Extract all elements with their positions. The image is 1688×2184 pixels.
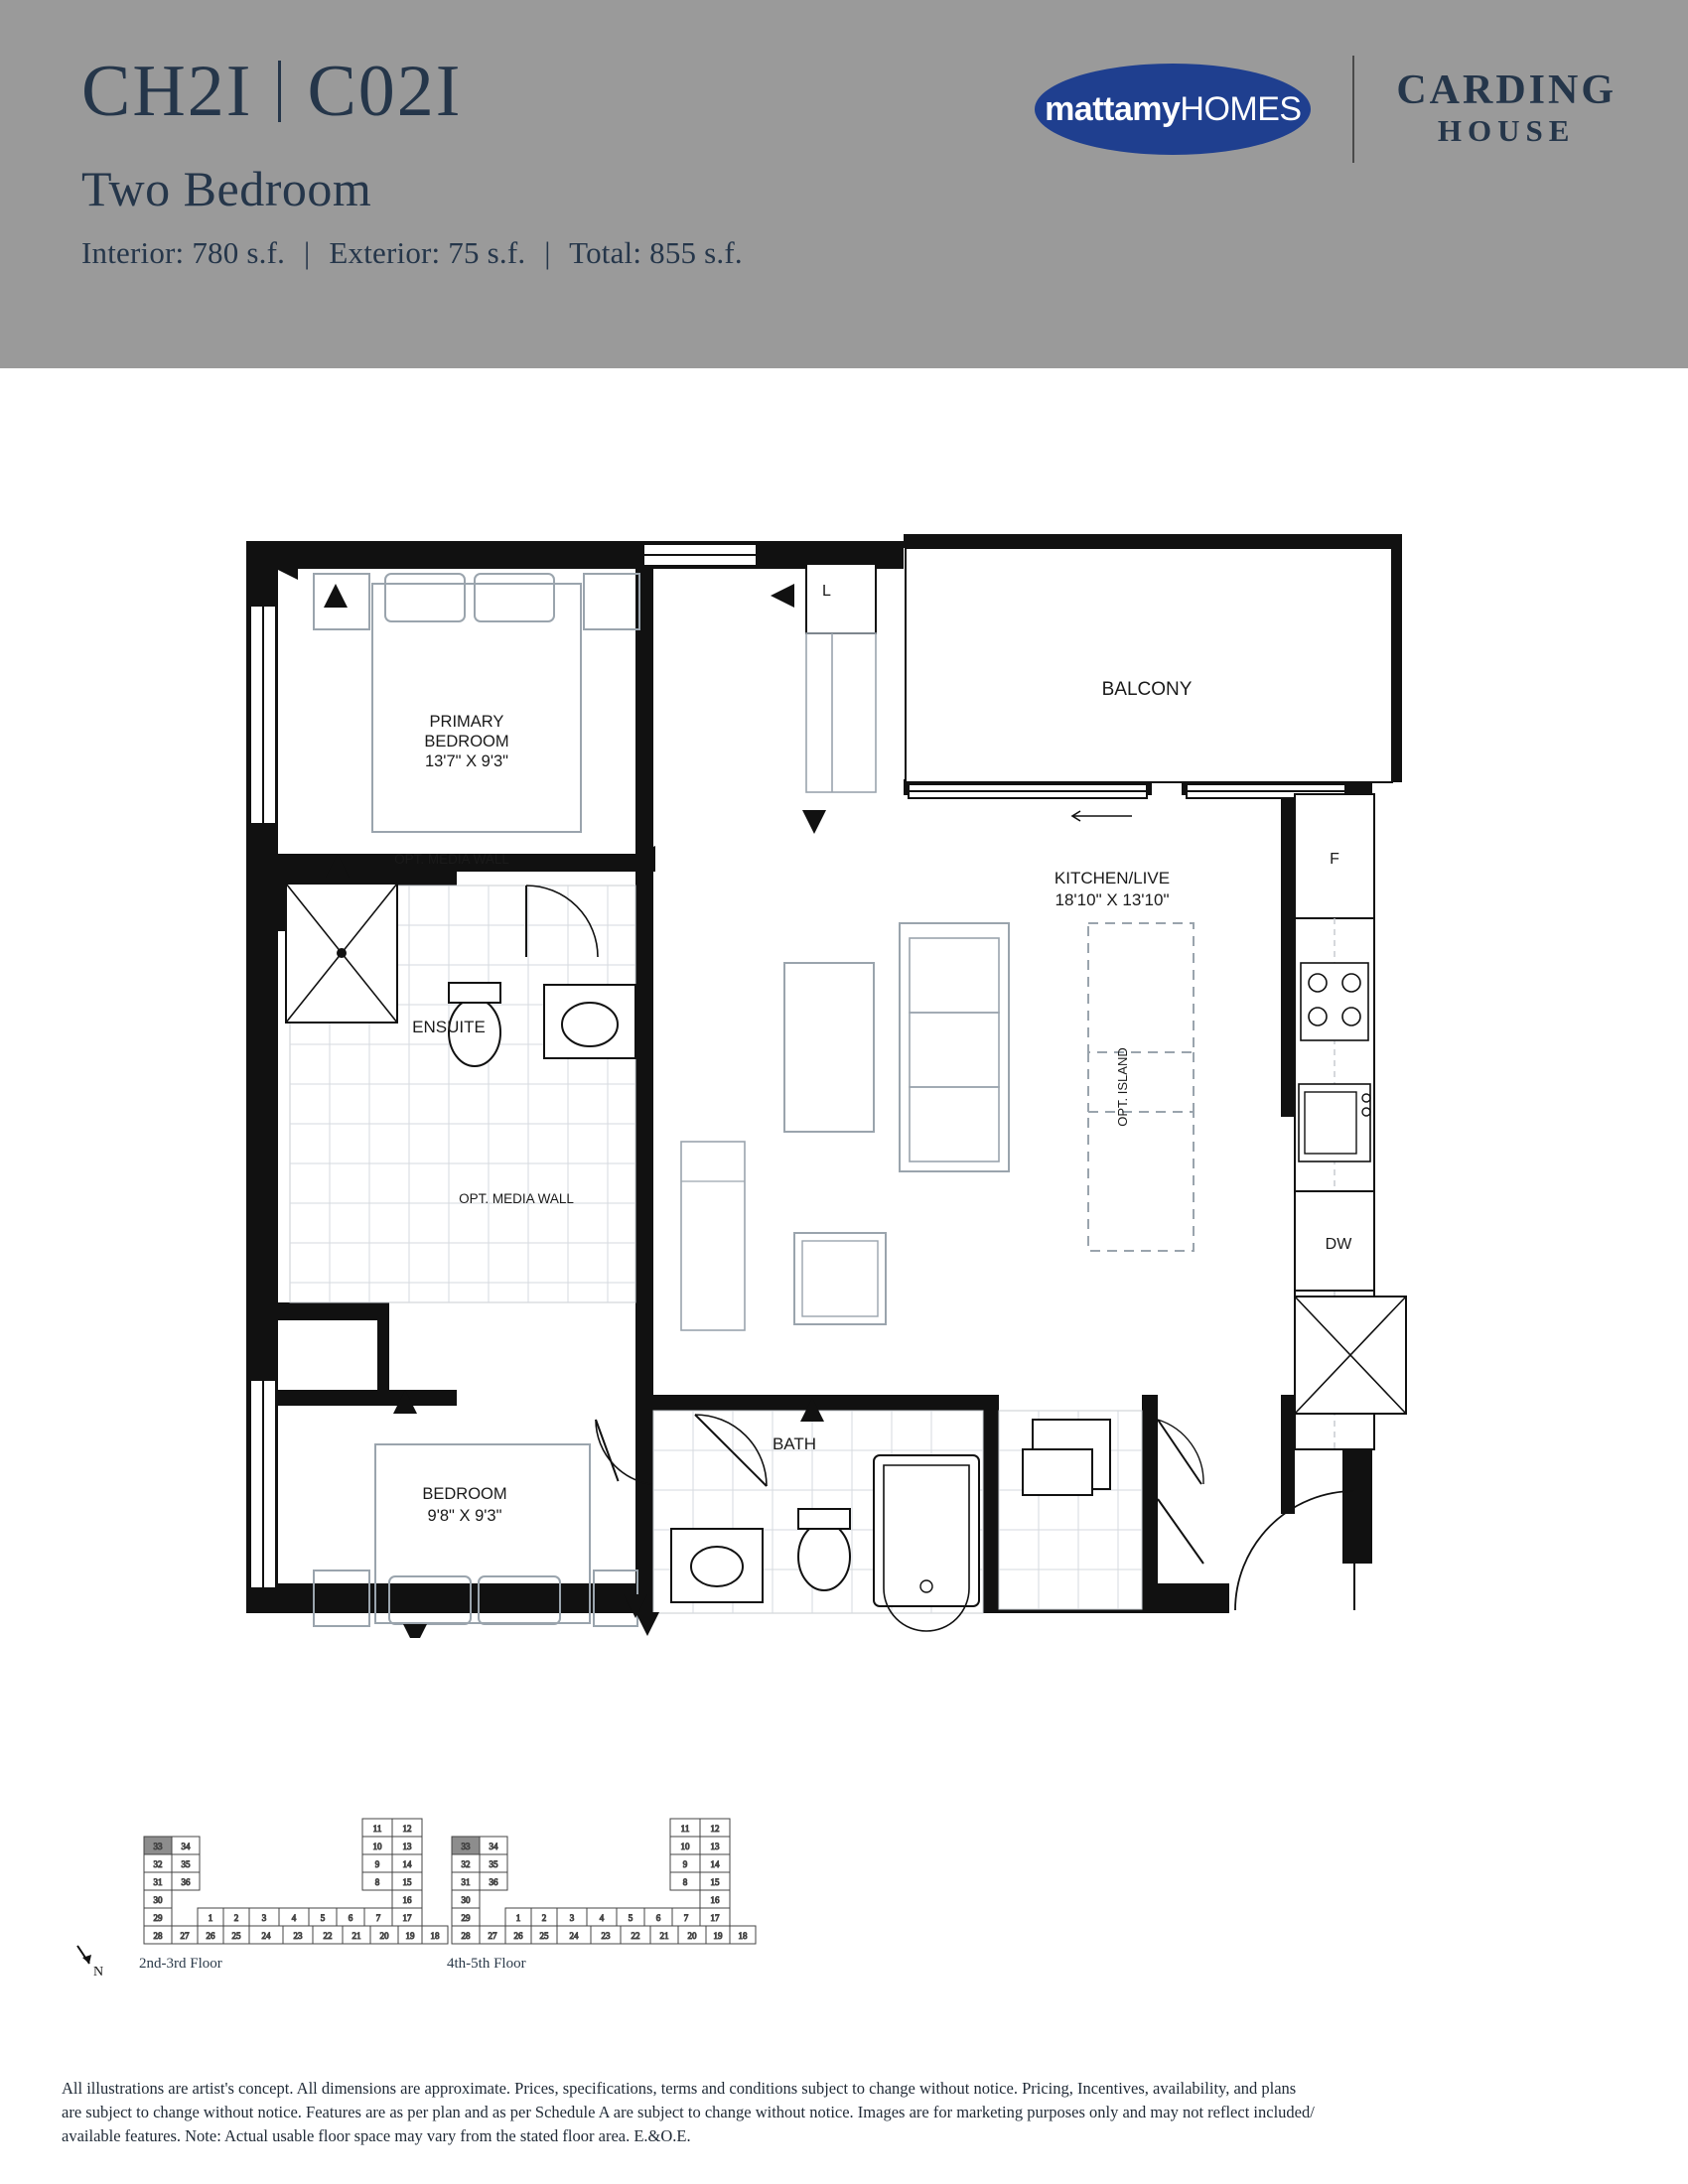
- svg-text:6: 6: [348, 1913, 353, 1923]
- room-label-primary-line1: PRIMARY: [429, 713, 504, 731]
- mattamy-wordmark: [1045, 90, 1302, 129]
- svg-text:6: 6: [655, 1913, 661, 1923]
- room-dims-primary: 13'7" X 9'3": [424, 752, 509, 770]
- carding-house-logo: [1396, 68, 1617, 149]
- svg-text:1: 1: [208, 1913, 213, 1923]
- svg-text:36: 36: [489, 1877, 498, 1887]
- svg-text:10: 10: [372, 1842, 382, 1851]
- svg-text:32: 32: [461, 1859, 471, 1869]
- room-dims-bedroom: 9'8" X 9'3": [427, 1507, 502, 1525]
- plan-code-secondary: C02I: [307, 51, 463, 132]
- area-separator-2: |: [544, 235, 551, 270]
- svg-text:25: 25: [539, 1931, 549, 1941]
- room-label-primary-line2: BEDROOM: [424, 733, 509, 751]
- svg-text:17: 17: [710, 1913, 720, 1923]
- legal-disclaimer: [62, 2077, 1630, 2148]
- svg-text:11: 11: [680, 1824, 690, 1834]
- svg-text:34: 34: [489, 1842, 498, 1851]
- appliance-label-dishwasher: DW: [1325, 1236, 1352, 1253]
- svg-text:4: 4: [291, 1913, 297, 1923]
- annotation-media-wall-top: OPT. MEDIA WALL: [394, 852, 509, 867]
- svg-text:26: 26: [513, 1931, 523, 1941]
- disclaimer-line-3: available features. Note: Actual usable floor space may vary from the stated floor area. E.&O.E.: [62, 2125, 691, 2145]
- svg-text:34: 34: [181, 1842, 191, 1851]
- svg-text:22: 22: [323, 1931, 333, 1941]
- svg-text:9: 9: [682, 1859, 688, 1869]
- annotation-media-wall-bottom: OPT. MEDIA WALL: [459, 1191, 574, 1206]
- svg-text:12: 12: [710, 1824, 720, 1834]
- mattamy-homes-logo: [1035, 64, 1311, 155]
- plan-area-summary: [81, 237, 1611, 268]
- svg-text:27: 27: [488, 1931, 497, 1941]
- community-name-line1: CARDING: [1396, 68, 1617, 114]
- svg-text:2: 2: [541, 1913, 547, 1923]
- svg-text:19: 19: [405, 1931, 415, 1941]
- appliance-label-laundry: L: [822, 583, 831, 600]
- keyplan-1-label: 2nd-3rd Floor: [139, 1956, 222, 1972]
- svg-text:29: 29: [461, 1913, 471, 1923]
- svg-text:5: 5: [628, 1913, 633, 1923]
- room-label-bath: BATH: [772, 1434, 817, 1453]
- svg-text:23: 23: [601, 1931, 611, 1941]
- svg-text:9: 9: [374, 1859, 380, 1869]
- brand-divider: [1352, 56, 1354, 163]
- compass-label: N: [93, 1965, 104, 1979]
- svg-text:32: 32: [153, 1859, 163, 1869]
- svg-text:30: 30: [461, 1895, 471, 1905]
- branding-block: [1035, 55, 1617, 164]
- svg-text:5: 5: [320, 1913, 326, 1923]
- svg-text:7: 7: [375, 1913, 381, 1923]
- svg-text:30: 30: [153, 1895, 163, 1905]
- svg-text:1: 1: [515, 1913, 521, 1923]
- svg-text:15: 15: [402, 1877, 412, 1887]
- svg-text:14: 14: [710, 1859, 720, 1869]
- room-label-kitchen: KITCHEN/LIVE: [1054, 869, 1171, 887]
- svg-text:8: 8: [682, 1877, 688, 1887]
- area-total: Total: 855 s.f.: [569, 235, 743, 270]
- svg-text:35: 35: [489, 1859, 498, 1869]
- svg-text:26: 26: [206, 1931, 215, 1941]
- svg-text:16: 16: [402, 1895, 412, 1905]
- compass-north-indicator: [77, 1946, 103, 1979]
- svg-text:27: 27: [180, 1931, 190, 1941]
- svg-text:4: 4: [599, 1913, 605, 1923]
- floorplan-drawing: [0, 496, 1688, 1638]
- disclaimer-line-1: All illustrations are artist's concept. All dimensions are approximate. Prices, specifications, terms and conditions subject to change without notice. Pricing, Incentives, availability, and plans: [62, 2079, 1297, 2098]
- appliance-label-fridge: F: [1330, 851, 1339, 868]
- floorplan-container: [0, 496, 1688, 1638]
- room-label-balcony: BALCONY: [1101, 679, 1193, 700]
- svg-text:21: 21: [659, 1931, 669, 1941]
- svg-text:20: 20: [379, 1931, 389, 1941]
- area-separator-1: |: [304, 235, 311, 270]
- keyplan-4th-5th-floor[interactable]: [447, 1819, 756, 1972]
- svg-text:12: 12: [402, 1824, 412, 1834]
- keyplan-2-highlight-unit: 33: [461, 1842, 471, 1851]
- page-header: [0, 0, 1688, 368]
- room-dims-kitchen: 18'10" X 13'10": [1055, 890, 1170, 909]
- plan-code-primary: CH2I: [81, 51, 253, 132]
- svg-text:20: 20: [687, 1931, 697, 1941]
- svg-text:19: 19: [713, 1931, 723, 1941]
- svg-text:24: 24: [569, 1931, 579, 1941]
- svg-text:35: 35: [181, 1859, 191, 1869]
- area-exterior: Exterior: 75 s.f.: [329, 235, 526, 270]
- keyplan-2-label: 4th-5th Floor: [447, 1956, 526, 1972]
- svg-text:31: 31: [153, 1877, 163, 1887]
- disclaimer-line-2: are subject to change without notice. Features are as per plan and as per Schedule A are subject to change without notice. Images are for marketing purposes only and may not reflect included/: [62, 2102, 1315, 2121]
- balcony-area: [906, 548, 1392, 821]
- svg-text:11: 11: [372, 1824, 382, 1834]
- svg-text:28: 28: [461, 1931, 471, 1941]
- keyplan-2nd-3rd-floor[interactable]: [139, 1819, 448, 1972]
- main-bathroom: [653, 1411, 983, 1631]
- svg-text:36: 36: [181, 1877, 191, 1887]
- keyplan-section: [0, 1807, 1688, 2035]
- annotation-opt-island: OPT. ISLAND: [1115, 1047, 1130, 1127]
- svg-text:14: 14: [402, 1859, 412, 1869]
- svg-text:10: 10: [680, 1842, 690, 1851]
- svg-text:24: 24: [261, 1931, 271, 1941]
- svg-text:13: 13: [710, 1842, 720, 1851]
- svg-text:25: 25: [231, 1931, 241, 1941]
- svg-text:17: 17: [402, 1913, 412, 1923]
- svg-text:13: 13: [402, 1842, 412, 1851]
- svg-text:3: 3: [261, 1913, 267, 1923]
- community-name-line2: HOUSE: [1437, 113, 1576, 149]
- svg-text:7: 7: [683, 1913, 689, 1923]
- area-interior: Interior: 780 s.f.: [81, 235, 286, 270]
- svg-text:15: 15: [710, 1877, 720, 1887]
- plan-code-divider: [278, 61, 281, 122]
- room-label-bedroom: BEDROOM: [422, 1485, 507, 1503]
- svg-text:16: 16: [710, 1895, 720, 1905]
- svg-text:22: 22: [631, 1931, 640, 1941]
- plan-type-label: Two Bedroom: [81, 161, 372, 216]
- keyplan-diagrams: [0, 1807, 1688, 2035]
- mattamy-wordmark-bold: mattamy: [1045, 89, 1181, 128]
- svg-text:21: 21: [352, 1931, 361, 1941]
- svg-text:23: 23: [293, 1931, 303, 1941]
- svg-text:18: 18: [738, 1931, 748, 1941]
- svg-text:3: 3: [569, 1913, 575, 1923]
- keyplan-1-highlight-unit: 33: [153, 1842, 163, 1851]
- room-label-ensuite: ENSUITE: [412, 1018, 486, 1036]
- svg-text:31: 31: [461, 1877, 471, 1887]
- svg-text:28: 28: [153, 1931, 163, 1941]
- svg-text:29: 29: [153, 1913, 163, 1923]
- ensuite-bathroom: [286, 884, 635, 1302]
- svg-text:8: 8: [374, 1877, 380, 1887]
- mattamy-wordmark-light: HOMES: [1180, 89, 1302, 128]
- svg-text:18: 18: [430, 1931, 440, 1941]
- svg-text:2: 2: [233, 1913, 239, 1923]
